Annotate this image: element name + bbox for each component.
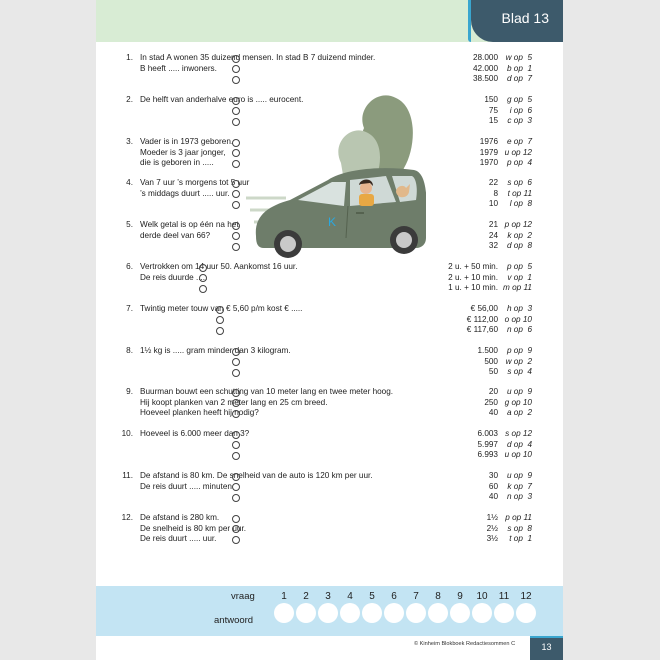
row-label-vraag: vraag: [231, 591, 255, 602]
answer-option[interactable]: [418, 513, 560, 524]
answer-circle[interactable]: [516, 603, 536, 623]
answer-option[interactable]: [418, 273, 560, 284]
answer-circle[interactable]: [472, 603, 492, 623]
answer-options: [418, 53, 560, 85]
option-code: p op 9: [506, 346, 532, 355]
option-code: s op 6: [507, 178, 532, 187]
option-value: 1976: [479, 137, 498, 146]
question-number: 2.: [126, 95, 133, 104]
question-line: In stad A wonen 35 duizend mensen. In stad B 7 duizend minder.: [140, 53, 376, 62]
answer-option[interactable]: [418, 492, 560, 503]
grid-number: 1: [281, 591, 287, 602]
answer-option[interactable]: [418, 148, 560, 159]
question-line: Twintig meter touw van € 5,60 p/m kost € .....: [140, 304, 303, 313]
answer-option[interactable]: [418, 346, 560, 357]
question-line: derde deel van 66?: [140, 230, 211, 240]
radio-button[interactable]: [232, 389, 240, 397]
answer-option[interactable]: [418, 408, 560, 419]
option-value: 6.003: [477, 429, 498, 438]
radio-button[interactable]: [232, 494, 240, 502]
question-number: 5.: [126, 220, 133, 229]
answer-option[interactable]: [418, 440, 560, 451]
answer-option[interactable]: [418, 158, 560, 169]
option-code: k op 7: [507, 481, 532, 491]
question-line: Hij koopt planken van 2 meter lang en 25 cm breed.: [140, 397, 328, 407]
grid-number: 6: [391, 591, 397, 602]
radio-button[interactable]: [232, 441, 240, 449]
option-value: 250: [484, 397, 498, 407]
option-value: 2½: [486, 523, 498, 533]
answer-option[interactable]: [418, 95, 560, 106]
answer-circle[interactable]: [274, 603, 294, 623]
answer-circle[interactable]: [494, 603, 514, 623]
answer-options: [418, 220, 560, 252]
option-code: t op 1: [509, 534, 532, 543]
radio-button[interactable]: [216, 316, 224, 324]
option-code: d op 4: [506, 439, 532, 449]
option-code: w op 2: [505, 356, 532, 366]
question-line: Van 7 uur ’s morgens tot 5 uur: [140, 178, 250, 187]
answer-option[interactable]: [418, 241, 560, 252]
question-line: De helft van anderhalve euro is ..... eurocent.: [140, 95, 304, 104]
option-code: u op 9: [506, 471, 532, 480]
radio-button[interactable]: [232, 97, 240, 105]
option-value: 10: [488, 199, 498, 208]
answer-option[interactable]: [418, 315, 560, 326]
radio-button[interactable]: [232, 55, 240, 63]
option-value: 30: [488, 471, 498, 480]
answer-option[interactable]: [418, 325, 560, 336]
radio-button[interactable]: [232, 410, 240, 418]
option-value: 6.993: [477, 450, 498, 459]
radio-button[interactable]: [232, 118, 240, 126]
answer-circle[interactable]: [340, 603, 360, 623]
question-line: Welk getal is op één na het: [140, 220, 239, 229]
question-line: De reis duurt ..... uur.: [140, 534, 217, 543]
question-text: [140, 429, 410, 440]
answer-option[interactable]: [418, 74, 560, 85]
option-value: 1979: [479, 147, 498, 157]
question-line: De afstand is 280 km.: [140, 513, 220, 522]
answer-circle[interactable]: [428, 603, 448, 623]
answer-option[interactable]: [418, 283, 560, 294]
answer-options: [418, 95, 560, 127]
question-text: [140, 304, 410, 315]
option-value: 75: [488, 105, 498, 115]
answer-circle[interactable]: [318, 603, 338, 623]
option-code: n op 6: [506, 325, 532, 334]
radio-button[interactable]: [232, 149, 240, 157]
answer-option[interactable]: [418, 398, 560, 409]
question-line: De afstand is 80 km. De snelheid van de auto is 120 km per uur.: [140, 471, 373, 480]
radio-button[interactable]: [232, 473, 240, 481]
option-code: d op 7: [506, 74, 532, 83]
option-value: 1 u. + 10 min.: [448, 283, 498, 292]
question-line: Hoeveel is 6.000 meer dan 3?: [140, 429, 250, 438]
question-line: De snelheid is 80 km per uur.: [140, 523, 247, 533]
option-code: p op 5: [506, 262, 532, 271]
answer-option[interactable]: [418, 231, 560, 242]
radio-button[interactable]: [232, 180, 240, 188]
question-number: 9.: [126, 387, 133, 396]
question-text: [140, 53, 410, 74]
question-number: 6.: [126, 262, 133, 271]
answer-option[interactable]: [418, 367, 560, 378]
option-value: 40: [488, 492, 498, 501]
radio-button[interactable]: [232, 222, 240, 230]
car-letter: K: [328, 215, 337, 229]
grid-number: 8: [435, 591, 441, 602]
question-text: [140, 346, 410, 357]
answer-options: [418, 137, 560, 169]
question-line: 1½ kg is ..... gram minder dan 3 kilogram.: [140, 346, 291, 355]
answer-options: [418, 429, 560, 461]
radio-button[interactable]: [216, 306, 224, 314]
option-code: s op 8: [507, 523, 532, 533]
option-code: s op 4: [507, 367, 532, 376]
radio-button[interactable]: [199, 264, 207, 272]
option-value: 22: [488, 178, 498, 187]
option-value: 24: [488, 230, 498, 240]
radio-button[interactable]: [232, 107, 240, 115]
answer-options: [418, 262, 560, 294]
option-code: a op 2: [506, 408, 532, 417]
question-text: [140, 137, 410, 169]
question-number: 4.: [126, 178, 133, 187]
option-value: 1970: [479, 158, 498, 167]
grid-number: 12: [520, 591, 532, 602]
answer-circle[interactable]: [362, 603, 382, 623]
radio-button[interactable]: [232, 358, 240, 366]
option-code: u op 9: [506, 387, 532, 396]
radio-button[interactable]: [232, 139, 240, 147]
question-text: [140, 95, 410, 106]
answer-circle[interactable]: [384, 603, 404, 623]
option-code: l op 8: [509, 199, 532, 208]
answer-option[interactable]: [418, 429, 560, 440]
option-value: 32: [488, 241, 498, 250]
radio-button[interactable]: [232, 431, 240, 439]
answer-option[interactable]: [418, 450, 560, 461]
option-value: € 56,00: [470, 304, 498, 313]
answer-option[interactable]: [418, 534, 560, 545]
answer-option[interactable]: [418, 137, 560, 148]
answer-option[interactable]: [418, 220, 560, 231]
answer-option[interactable]: [418, 262, 560, 273]
question-line: Hoeveel planken heeft hij nodig?: [140, 408, 259, 417]
option-value: € 117,60: [466, 325, 498, 334]
question-number: 10.: [121, 429, 133, 438]
option-value: 8: [493, 188, 498, 198]
answer-option[interactable]: [418, 357, 560, 368]
radio-button[interactable]: [232, 452, 240, 460]
answer-option[interactable]: [418, 471, 560, 482]
option-value: 1½: [486, 513, 498, 522]
radio-button[interactable]: [232, 232, 240, 240]
option-code: c op 3: [507, 116, 532, 125]
page-number-box: [530, 636, 563, 660]
option-code: m op 11: [503, 283, 532, 292]
answer-circle[interactable]: [406, 603, 426, 623]
answer-circle[interactable]: [296, 603, 316, 623]
option-code: s op 12: [505, 429, 532, 438]
option-code: p op 12: [504, 220, 532, 229]
radio-button[interactable]: [232, 243, 240, 251]
radio-button[interactable]: [232, 515, 240, 523]
radio-button[interactable]: [199, 285, 207, 293]
option-code: o op 10: [504, 314, 532, 324]
question-text: [140, 178, 410, 199]
radio-button[interactable]: [232, 65, 240, 73]
radio-button[interactable]: [232, 525, 240, 533]
radio-button[interactable]: [199, 274, 207, 282]
option-code: n op 3: [506, 492, 532, 501]
row-label-antwoord: antwoord: [214, 615, 254, 626]
question-line: Moeder is 3 jaar jonger,: [140, 147, 226, 157]
answer-option[interactable]: [418, 64, 560, 75]
question-number: 1.: [126, 53, 133, 62]
grid-number: 11: [498, 591, 510, 602]
answer-option[interactable]: [418, 387, 560, 398]
option-value: € 112,00: [466, 314, 498, 324]
option-value: 20: [488, 387, 498, 396]
grid-number: 5: [369, 591, 375, 602]
question-line: De reis duurde .....: [140, 272, 208, 282]
option-value: 28.000: [472, 53, 498, 62]
option-value: 500: [484, 356, 498, 366]
answer-options: [418, 178, 560, 210]
option-code: k op 2: [507, 230, 532, 240]
option-code: g op 5: [506, 95, 532, 104]
question-line: B heeft ..... inwoners.: [140, 63, 217, 73]
answer-option[interactable]: [418, 53, 560, 64]
option-value: 2 u. + 50 min.: [448, 262, 498, 271]
option-code: b op 1: [506, 63, 532, 73]
option-code: p op 4: [506, 158, 532, 167]
sheet-label: Blad 13: [501, 10, 549, 26]
answer-options: [418, 304, 560, 336]
option-value: 40: [488, 408, 498, 417]
option-code: p op 11: [505, 513, 532, 522]
option-value: 1.500: [477, 346, 498, 355]
radio-button[interactable]: [232, 483, 240, 491]
option-value: 2 u. + 10 min.: [448, 272, 498, 282]
option-value: 60: [488, 481, 498, 491]
sheet-tab: [471, 0, 563, 42]
option-code: e op 7: [506, 137, 532, 146]
copyright-footer: © Kinheim Blokboek Redactiesommen C: [414, 641, 516, 647]
answer-option[interactable]: [418, 524, 560, 535]
answer-options: [418, 387, 560, 419]
option-code: v op 1: [507, 272, 532, 282]
answer-option[interactable]: [418, 189, 560, 200]
radio-button[interactable]: [232, 348, 240, 356]
page-number: 13: [541, 642, 552, 652]
option-code: i op 6: [509, 105, 532, 115]
option-code: h op 3: [506, 304, 532, 313]
radio-button[interactable]: [232, 190, 240, 198]
question-number: 8.: [126, 346, 133, 355]
question-number: 7.: [126, 304, 133, 313]
option-code: g op 10: [504, 397, 532, 407]
option-value: 5.997: [477, 439, 498, 449]
answer-option[interactable]: [418, 106, 560, 117]
question-number: 3.: [126, 137, 133, 146]
question-number: 12.: [121, 513, 133, 522]
grid-number: 2: [303, 591, 309, 602]
option-value: 42.000: [472, 63, 498, 73]
answer-options: [418, 346, 560, 378]
question-text: [140, 387, 410, 419]
question-number: 11.: [122, 471, 133, 480]
option-value: 15: [488, 116, 498, 125]
option-value: 3½: [486, 534, 498, 543]
radio-button[interactable]: [232, 76, 240, 84]
option-code: w op 5: [505, 53, 532, 62]
grid-number: 3: [325, 591, 331, 602]
question-text: [140, 220, 410, 241]
answer-option[interactable]: [418, 304, 560, 315]
worksheet-page: [96, 0, 563, 660]
answer-option[interactable]: [418, 178, 560, 189]
question-line: Buurman bouwt een schutting van 10 meter lang en twee meter hoog.: [140, 387, 394, 396]
grid-number: 9: [457, 591, 463, 602]
option-code: u op 12: [504, 147, 532, 157]
radio-button[interactable]: [232, 160, 240, 168]
option-value: 150: [484, 95, 498, 104]
question-text: [140, 513, 410, 545]
radio-button[interactable]: [232, 369, 240, 377]
radio-button[interactable]: [232, 201, 240, 209]
option-value: 50: [488, 367, 498, 376]
answer-option[interactable]: [418, 116, 560, 127]
question-line: De reis duurt ..... minuten.: [140, 481, 235, 491]
answer-options: [418, 471, 560, 503]
radio-button[interactable]: [216, 327, 224, 335]
question-line: ’s middags duurt ..... uur.: [140, 188, 230, 198]
radio-button[interactable]: [232, 399, 240, 407]
question-text: [140, 471, 410, 492]
option-code: u op 10: [504, 450, 532, 459]
radio-button[interactable]: [232, 536, 240, 544]
question-line: die is geboren in .....: [140, 158, 214, 167]
answer-option[interactable]: [418, 482, 560, 493]
answer-option[interactable]: [418, 199, 560, 210]
option-code: t op 11: [507, 188, 532, 198]
answer-circle[interactable]: [450, 603, 470, 623]
grid-number: 10: [476, 591, 488, 602]
grid-number: 7: [413, 591, 419, 602]
question-line: Vader is in 1973 geboren.: [140, 137, 234, 146]
option-value: 21: [488, 220, 498, 229]
option-value: 38.500: [472, 74, 498, 83]
answer-options: [418, 513, 560, 545]
question-text: [140, 262, 410, 283]
question-line: Vertrokken om 14 uur 50. Aankomst 16 uur.: [140, 262, 298, 271]
grid-number: 4: [347, 591, 353, 602]
option-code: d op 8: [506, 241, 532, 250]
